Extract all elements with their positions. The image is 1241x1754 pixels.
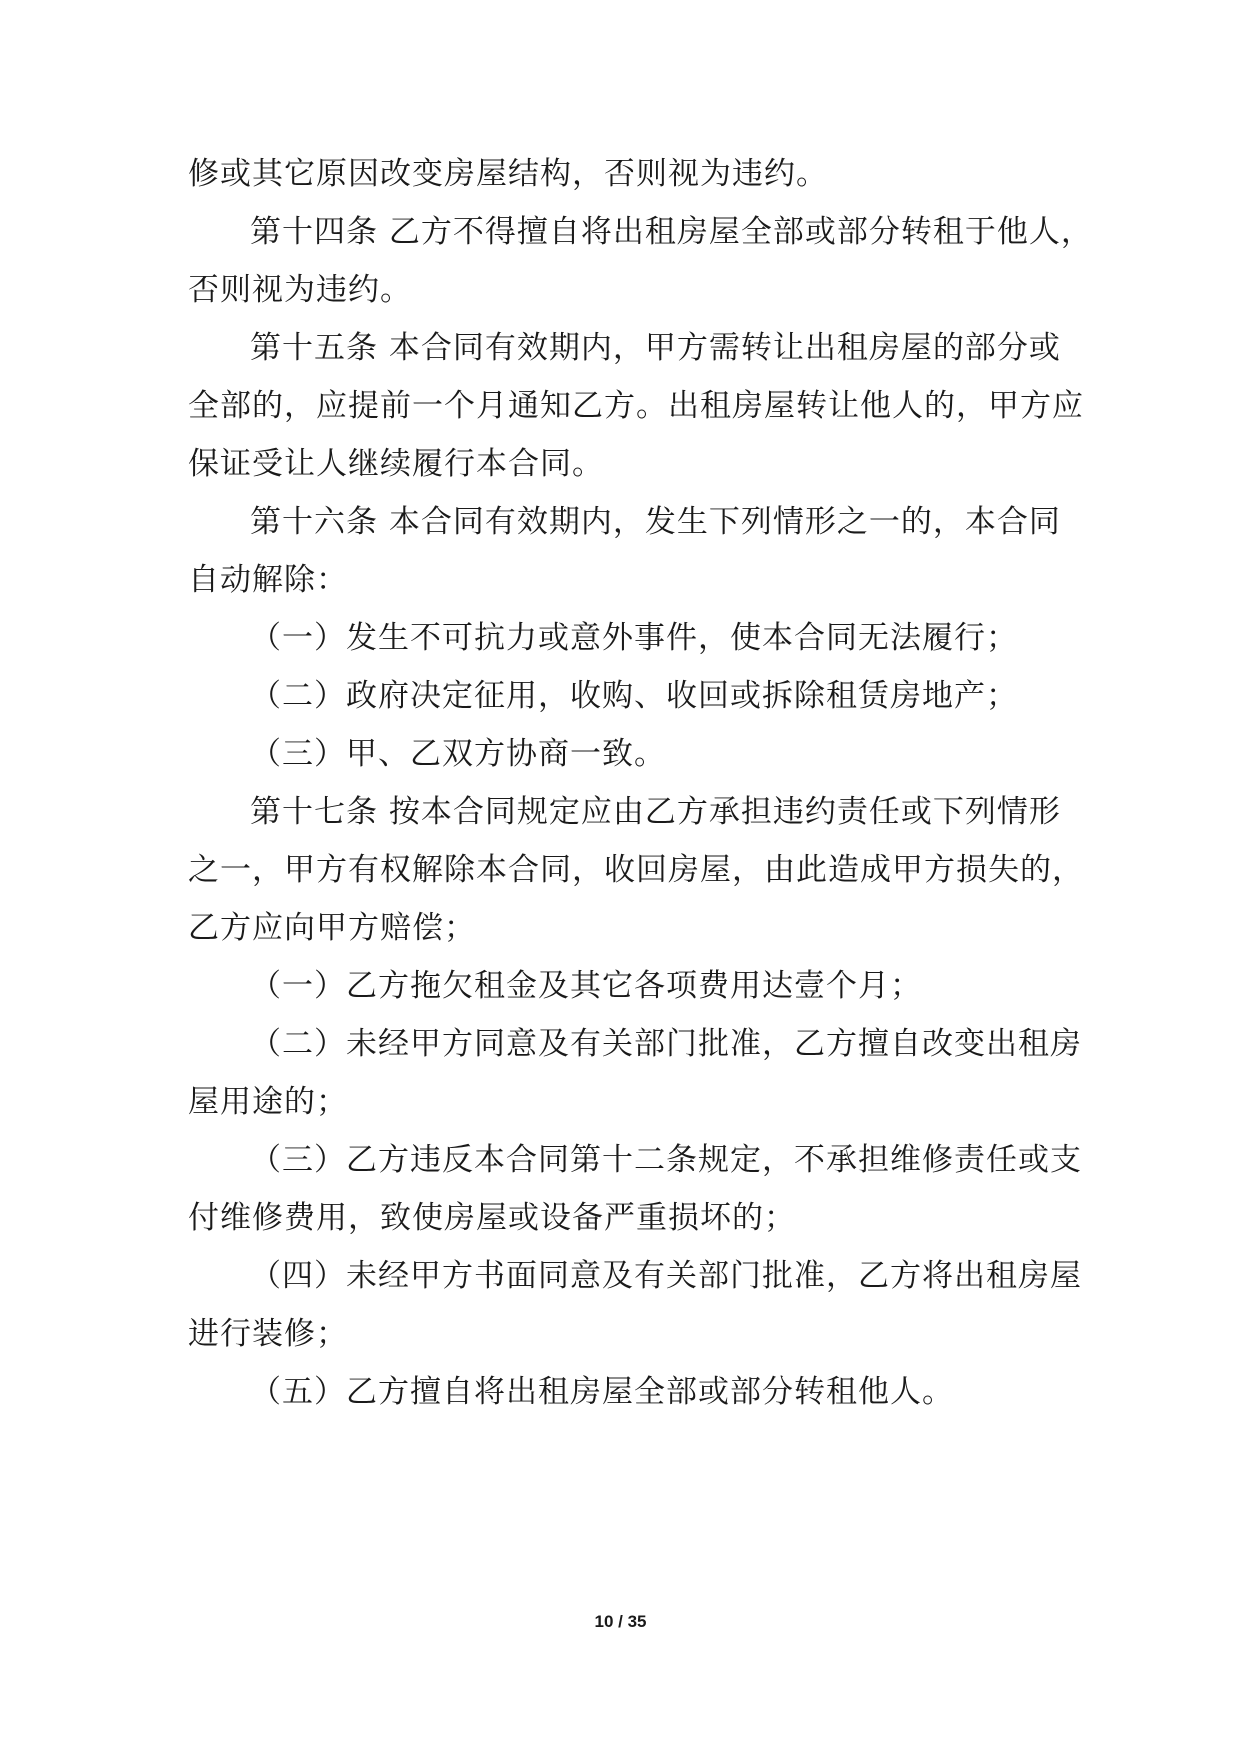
text-line: 付维修费用，致使房屋或设备严重损坏的； bbox=[188, 1200, 796, 1236]
list-item-line: （一）发生不可抗力或意外事件，使本合同无法履行； bbox=[250, 620, 1018, 656]
text-line: 进行装修； bbox=[188, 1316, 348, 1352]
list-item-line: （四）未经甲方书面同意及有关部门批准，乙方将出租房屋 bbox=[250, 1258, 1082, 1294]
list-item-line: （三）乙方违反本合同第十二条规定，不承担维修责任或支 bbox=[250, 1142, 1082, 1178]
article-16-line: 第十六条 本合同有效期内，发生下列情形之一的，本合同 bbox=[250, 504, 1061, 540]
text-line: 否则视为违约。 bbox=[188, 272, 412, 308]
list-item-line: （一）乙方拖欠租金及其它各项费用达壹个月； bbox=[250, 968, 922, 1004]
article-14-line: 第十四条 乙方不得擅自将出租房屋全部或部分转租于他人， bbox=[250, 214, 1093, 250]
text-line: 修或其它原因改变房屋结构，否则视为违约。 bbox=[188, 156, 828, 192]
list-item-line: （二）未经甲方同意及有关部门批准，乙方擅自改变出租房 bbox=[250, 1026, 1082, 1062]
text-line: 乙方应向甲方赔偿； bbox=[188, 910, 476, 946]
list-item-line: （二）政府决定征用，收购、收回或拆除租赁房地产； bbox=[250, 678, 1018, 714]
text-line: 之一，甲方有权解除本合同，收回房屋，由此造成甲方损失的， bbox=[188, 852, 1084, 888]
text-line: 全部的，应提前一个月通知乙方。出租房屋转让他人的，甲方应 bbox=[188, 388, 1084, 424]
article-15-line: 第十五条 本合同有效期内，甲方需转让出租房屋的部分或 bbox=[250, 330, 1061, 366]
list-item-line: （五）乙方擅自将出租房屋全部或部分转租他人。 bbox=[250, 1374, 954, 1410]
text-line: 屋用途的； bbox=[188, 1084, 348, 1120]
page-number: 10 / 35 bbox=[594, 1612, 647, 1631]
text-line: 保证受让人继续履行本合同。 bbox=[188, 446, 604, 482]
text-line: 自动解除： bbox=[188, 562, 348, 598]
list-item-line: （三）甲、乙双方协商一致。 bbox=[250, 736, 666, 772]
article-17-line: 第十七条 按本合同规定应由乙方承担违约责任或下列情形 bbox=[250, 794, 1061, 830]
